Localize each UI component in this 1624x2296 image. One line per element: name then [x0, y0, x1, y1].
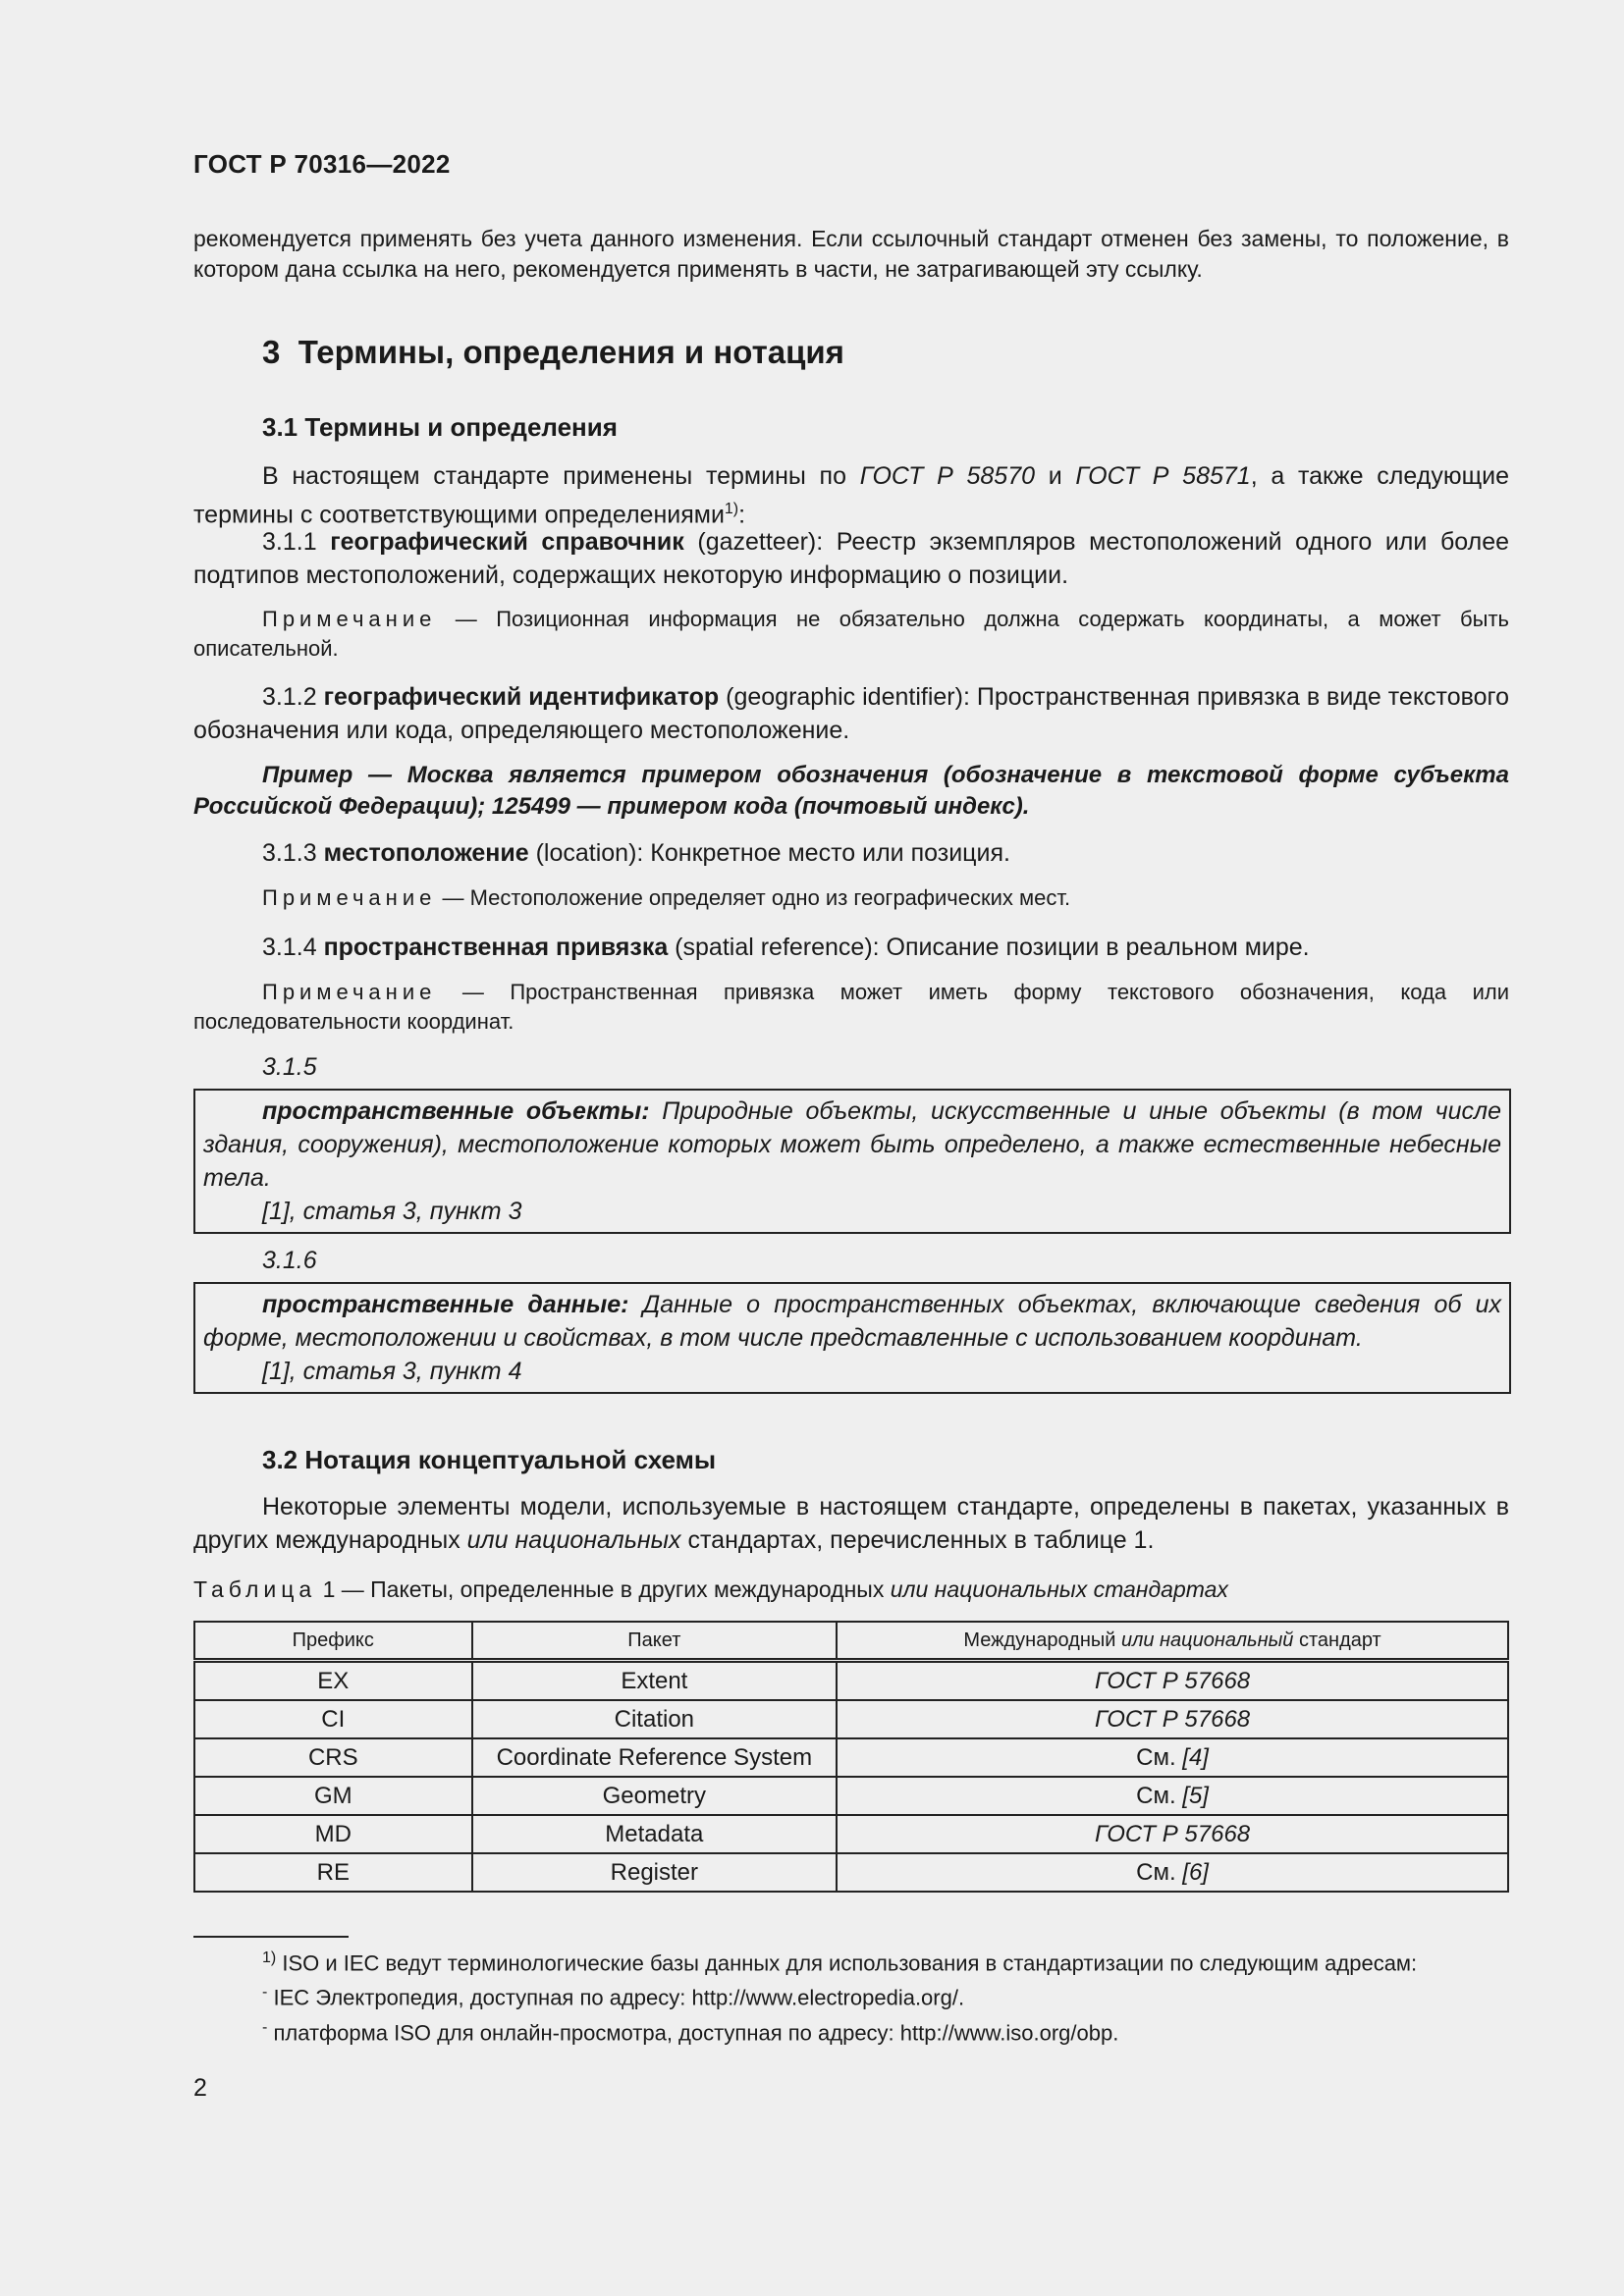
note-text: — Пространственная привязка может иметь форму текстового обозначения, кода или последовательности координат.: [193, 980, 1509, 1034]
table-row: [194, 1738, 1508, 1777]
term-3-1-6-box: [193, 1282, 1511, 1394]
cell-prefix: RE: [194, 1853, 472, 1892]
caption-italic: или национальных стандартах: [890, 1576, 1228, 1602]
cell-package: Citation: [472, 1700, 837, 1738]
note-label: Примечание: [262, 885, 437, 910]
footnote-item-text: платформа ISO для онлайн-просмотра, доступная по адресу: http://www.iso.org/obp.: [273, 2019, 1119, 2045]
cell-standard: [837, 1738, 1508, 1777]
intro-paragraph: [193, 224, 1509, 285]
para-part-b: стандартах, перечисленных в таблице 1.: [680, 1526, 1155, 1554]
cell-standard-it: ГОСТ Р 57668: [1094, 1820, 1251, 1847]
example-text: Пример — Москва является примером обозначения (обозначение в текстовой форме субъекта Российской Федерации); 125499 — примером кода (почтовый индекс).: [193, 762, 1509, 820]
cell-standard-it: ГОСТ Р 57668: [1094, 1667, 1251, 1694]
table-row: [194, 1700, 1508, 1738]
table-header-row: [194, 1622, 1508, 1661]
note-label: Примечание: [262, 607, 437, 631]
term-number: 3.1.4: [262, 934, 324, 961]
term-source: [1], статья 3, пункт 4: [262, 1358, 522, 1385]
header-prefix: Префикс: [194, 1622, 472, 1661]
footnote-item: [193, 1978, 1509, 2012]
cell-prefix: CI: [194, 1700, 472, 1738]
table-row: [194, 1777, 1508, 1815]
term-source: [1], статья 3, пункт 3: [262, 1198, 522, 1225]
footnote-separator: [193, 1936, 349, 1938]
term-name: географический идентификатор: [323, 683, 720, 711]
cell-package: Coordinate Reference System: [472, 1738, 837, 1777]
header-standard-it: или национальный: [1120, 1629, 1294, 1651]
para-italic: или национальных: [466, 1526, 681, 1554]
term-number: 3.1.1: [262, 528, 331, 556]
term-name: местоположение: [323, 839, 529, 867]
example-3-1-2: [193, 760, 1509, 823]
header-standard: [837, 1622, 1508, 1661]
cell-standard: [837, 1853, 1508, 1892]
intro-part-a: В настоящем стандарте применены термины по: [262, 462, 860, 490]
caption-label: Таблица: [193, 1576, 317, 1602]
intro-and: и: [1035, 462, 1076, 490]
note-3-1-1: [193, 605, 1509, 664]
term-number: 3.1.2: [262, 683, 324, 711]
term-definition: (gazetteer): Реестр экземпляров местоположений одного или более подтипов местоположений, содержащих некоторую информацию о позиции.: [193, 528, 1510, 589]
note-label: Примечание: [262, 980, 437, 1004]
footnote-marker: 1): [724, 501, 739, 517]
footnote: [193, 1944, 1509, 2048]
document-header: ГОСТ Р 70316—2022: [193, 149, 451, 179]
cell-standard-it: [5]: [1182, 1782, 1209, 1809]
term-number: 3.1.3: [262, 839, 324, 867]
term-name: географический справочник: [330, 528, 684, 556]
note-text: — Местоположение определяет одно из географических мест.: [436, 885, 1071, 910]
intro-part-b: , а также следующие термины с соответствующими определениями: [193, 462, 1510, 529]
term-name: пространственные данные:: [262, 1291, 629, 1318]
cell-standard-it: [4]: [1182, 1743, 1209, 1771]
note-3-1-3: [193, 883, 1509, 913]
table-row: [194, 1661, 1508, 1701]
term-definition: Данные о пространственных объектах, включающие сведения об их форме, местоположении и свойствах, в том числе представленные с использованием координат.: [203, 1291, 1501, 1352]
cell-prefix: GM: [194, 1777, 472, 1815]
ref-gost-58570: ГОСТ Р 58570: [859, 462, 1036, 490]
cell-standard-pre: См.: [1136, 1743, 1183, 1771]
term-3-1-6-number: 3.1.6: [262, 1247, 317, 1274]
subsection-3-1-heading: 3.1 Термины и определения: [262, 412, 618, 442]
intro-end: :: [738, 501, 746, 529]
note-3-1-4: [193, 978, 1509, 1037]
cell-package: Geometry: [472, 1777, 837, 1815]
footnote-item-text: IEC Электропедия, доступная по адресу: http://www.electropedia.org/.: [273, 1985, 965, 2010]
term-name: пространственная привязка: [323, 934, 669, 961]
footnote-text: ISO и IEC ведут терминологические базы данных для использования в стандартизации по следующим адресам:: [276, 1950, 1418, 1976]
term-3-1-2: [193, 680, 1509, 747]
term-3-1-4: [193, 931, 1509, 964]
term-3-1-5-box: [193, 1089, 1511, 1234]
cell-package: Register: [472, 1853, 837, 1892]
cell-package: Extent: [472, 1661, 837, 1701]
para-part-a: Некоторые элементы модели, используемые в настоящем стандарте, определены в пакетах, указанных в других международных: [193, 1493, 1509, 1554]
table-row: [194, 1815, 1508, 1853]
header-standard-a: Международный: [963, 1629, 1121, 1651]
term-name: пространственные объекты:: [262, 1097, 650, 1125]
ref-gost-58571: ГОСТ Р 58571: [1075, 462, 1251, 490]
cell-standard-pre: См.: [1136, 1858, 1183, 1886]
table-row: [194, 1853, 1508, 1892]
bullet-mark: -: [262, 1984, 268, 2002]
term-3-1-1: [193, 525, 1509, 592]
page-number: 2: [193, 2074, 207, 2102]
cell-standard: [837, 1777, 1508, 1815]
caption-number: 1 — Пакеты, определенные в других международных: [316, 1576, 891, 1602]
term-definition: (spatial reference): Описание позиции в реальном мире.: [668, 934, 1310, 961]
note-text: — Позиционная информация не обязательно должна содержать координаты, а может быть описательной.: [193, 607, 1509, 661]
bullet-mark: -: [262, 2018, 268, 2036]
intro-text: рекомендуется применять без учета данного изменения. Если ссылочный стандарт отменен без замены, то положение, в котором дана ссылка на него, рекомендуется применять в части, не затрагивающей эту ссылку.: [193, 226, 1509, 282]
term-3-1-3: [193, 836, 1509, 870]
table-1-caption: [193, 1576, 1509, 1603]
header-standard-b: стандарт: [1293, 1629, 1381, 1651]
cell-standard: [837, 1700, 1508, 1738]
term-definition: Природные объекты, искусственные и иные объекты (в том числе здания, сооружения), местоположение которых может быть определено, а также естественные небесные тела.: [203, 1097, 1501, 1192]
cell-prefix: MD: [194, 1815, 472, 1853]
cell-standard: [837, 1815, 1508, 1853]
cell-prefix: EX: [194, 1661, 472, 1701]
table-1: [193, 1621, 1509, 1893]
subsection-3-2-heading: 3.2 Нотация концептуальной схемы: [262, 1445, 717, 1474]
section-title: Термины, определения и нотация: [298, 334, 844, 370]
header-package: Пакет: [472, 1622, 837, 1661]
subsection-3-2-paragraph: [193, 1490, 1509, 1557]
section-number: 3: [262, 334, 281, 370]
subsection-3-1-intro: [193, 459, 1509, 531]
cell-standard-pre: См.: [1136, 1782, 1183, 1809]
cell-standard-it: [6]: [1182, 1858, 1209, 1886]
section-3-heading: [262, 334, 1578, 371]
term-3-1-5-number: 3.1.5: [262, 1053, 317, 1081]
term-definition: (location): Конкретное место или позиция.: [528, 839, 1010, 867]
cell-standard: [837, 1661, 1508, 1701]
cell-package: Metadata: [472, 1815, 837, 1853]
cell-standard-it: ГОСТ Р 57668: [1094, 1705, 1251, 1733]
term-definition: (geographic identifier): Пространственная привязка в виде текстового обозначения или кода, определяющего местоположение.: [193, 683, 1509, 744]
footnote-item: [193, 2013, 1509, 2048]
footnote-marker: 1): [262, 1949, 277, 1966]
cell-prefix: CRS: [194, 1738, 472, 1777]
